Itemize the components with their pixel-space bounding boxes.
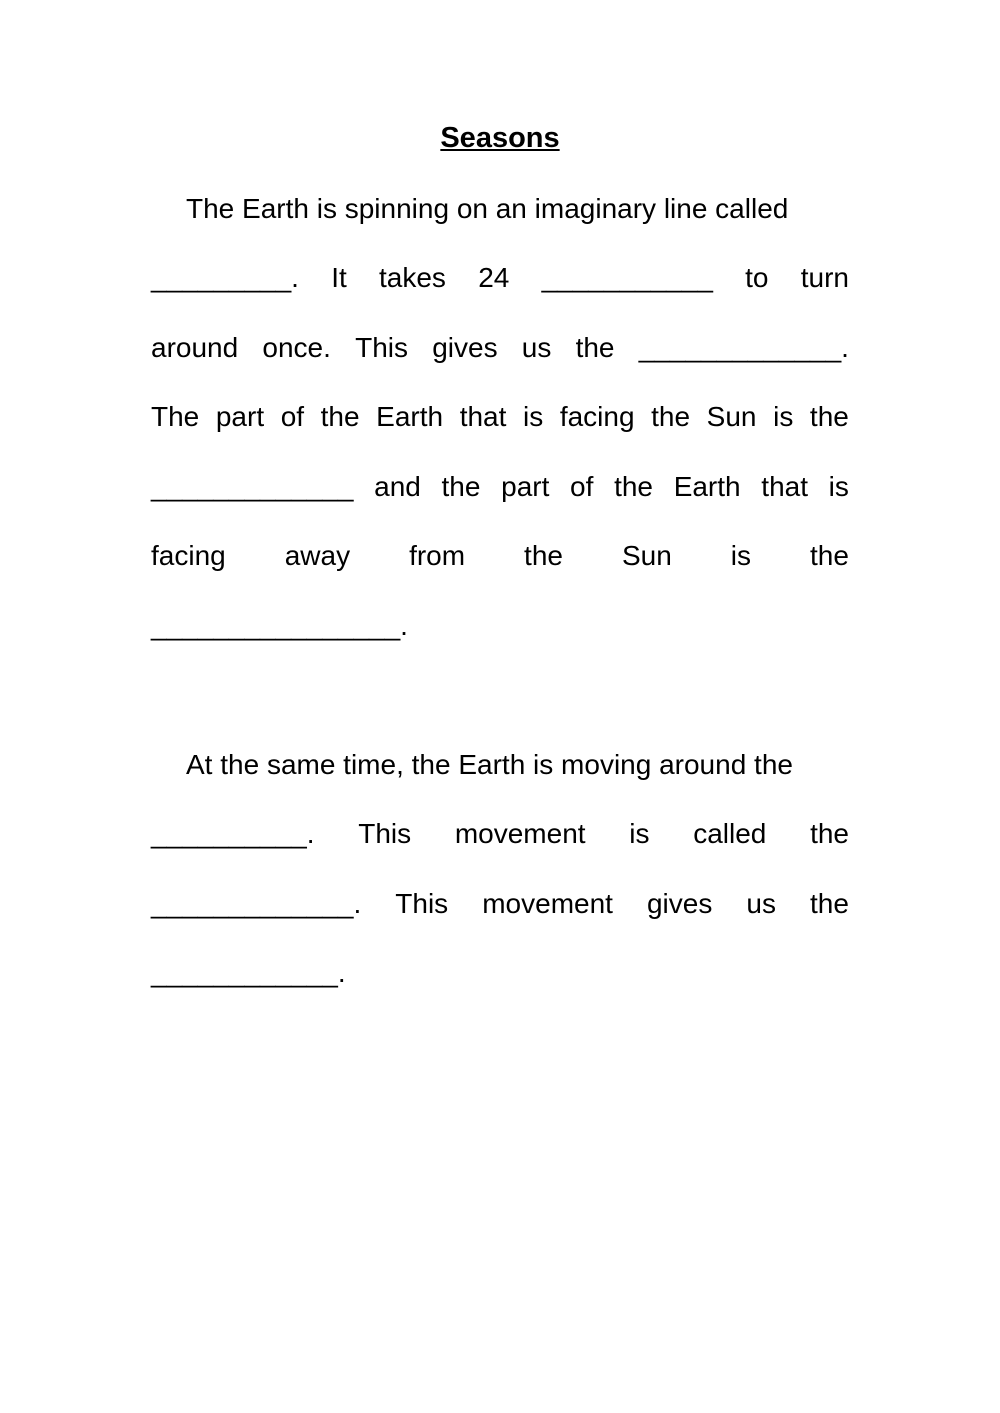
blank-day-night: _____________. — [638, 332, 849, 363]
word: us — [521, 332, 552, 363]
blank-day: _____________ — [151, 471, 354, 502]
word: Earth — [673, 471, 741, 502]
paragraph-1-line-7 — [151, 608, 849, 644]
word: us — [746, 888, 776, 919]
word: is — [773, 401, 794, 432]
blank-seasons: ____________. — [151, 957, 346, 988]
word: that — [459, 401, 507, 432]
word: is — [828, 471, 849, 502]
blank-sun: __________. — [151, 818, 315, 849]
word: Earth — [376, 401, 444, 432]
paragraph-1-line-3 — [151, 330, 849, 366]
word: to — [745, 262, 769, 293]
word: movement — [482, 888, 613, 919]
word: the — [810, 888, 849, 919]
word: facing — [151, 540, 226, 571]
word: called — [693, 818, 767, 849]
word: The — [151, 401, 200, 432]
paragraph-2-line-3 — [151, 886, 849, 922]
word: from — [409, 540, 466, 571]
blank-orbit: _____________. — [151, 888, 362, 919]
blank-axis: _________. — [151, 262, 299, 293]
word: This — [358, 818, 412, 849]
blank-hours: ___________ — [541, 262, 713, 293]
word: turn — [800, 262, 849, 293]
text-segment: The Earth is spinning on an imaginary line called — [186, 193, 789, 224]
paragraph-1-line-2 — [151, 260, 849, 296]
paragraph-2-line-4 — [151, 955, 849, 991]
word: the — [810, 818, 849, 849]
word: is — [629, 818, 650, 849]
word: It — [331, 262, 347, 293]
word: the — [524, 540, 563, 571]
word: once. — [262, 332, 331, 363]
word: gives — [646, 888, 713, 919]
word: gives — [432, 332, 498, 363]
paragraph-2-line-1 — [151, 747, 849, 783]
word: 24 — [478, 262, 510, 293]
word: takes — [379, 262, 446, 293]
paragraph-1-line-1 — [151, 191, 849, 227]
word: part — [215, 401, 265, 432]
word: of — [280, 401, 305, 432]
word: movement — [454, 818, 586, 849]
blank-night: ________________. — [151, 610, 408, 641]
word: facing — [559, 401, 635, 432]
word: and — [374, 471, 421, 502]
word: the — [651, 401, 691, 432]
word: of — [570, 471, 594, 502]
word: around — [151, 332, 239, 363]
paragraph-1-line-4 — [151, 399, 849, 435]
word: This — [355, 332, 408, 363]
word: the — [575, 332, 615, 363]
word: is — [730, 540, 752, 571]
text-segment: At the same time, the Earth is moving around the — [186, 749, 793, 780]
word: Sun — [706, 401, 757, 432]
word: the — [320, 401, 360, 432]
paragraph-1-line-6 — [151, 538, 849, 574]
word: This — [395, 888, 449, 919]
paragraph-1-line-5 — [151, 469, 849, 505]
word: away — [284, 540, 351, 571]
word: part — [501, 471, 550, 502]
word: that — [761, 471, 808, 502]
word: the — [809, 401, 849, 432]
word: the — [614, 471, 654, 502]
worksheet-title: Seasons — [440, 122, 560, 154]
word: the — [441, 471, 481, 502]
word: is — [523, 401, 544, 432]
paragraph-2-line-2 — [151, 816, 849, 852]
word: the — [810, 540, 849, 571]
word: Sun — [621, 540, 672, 571]
